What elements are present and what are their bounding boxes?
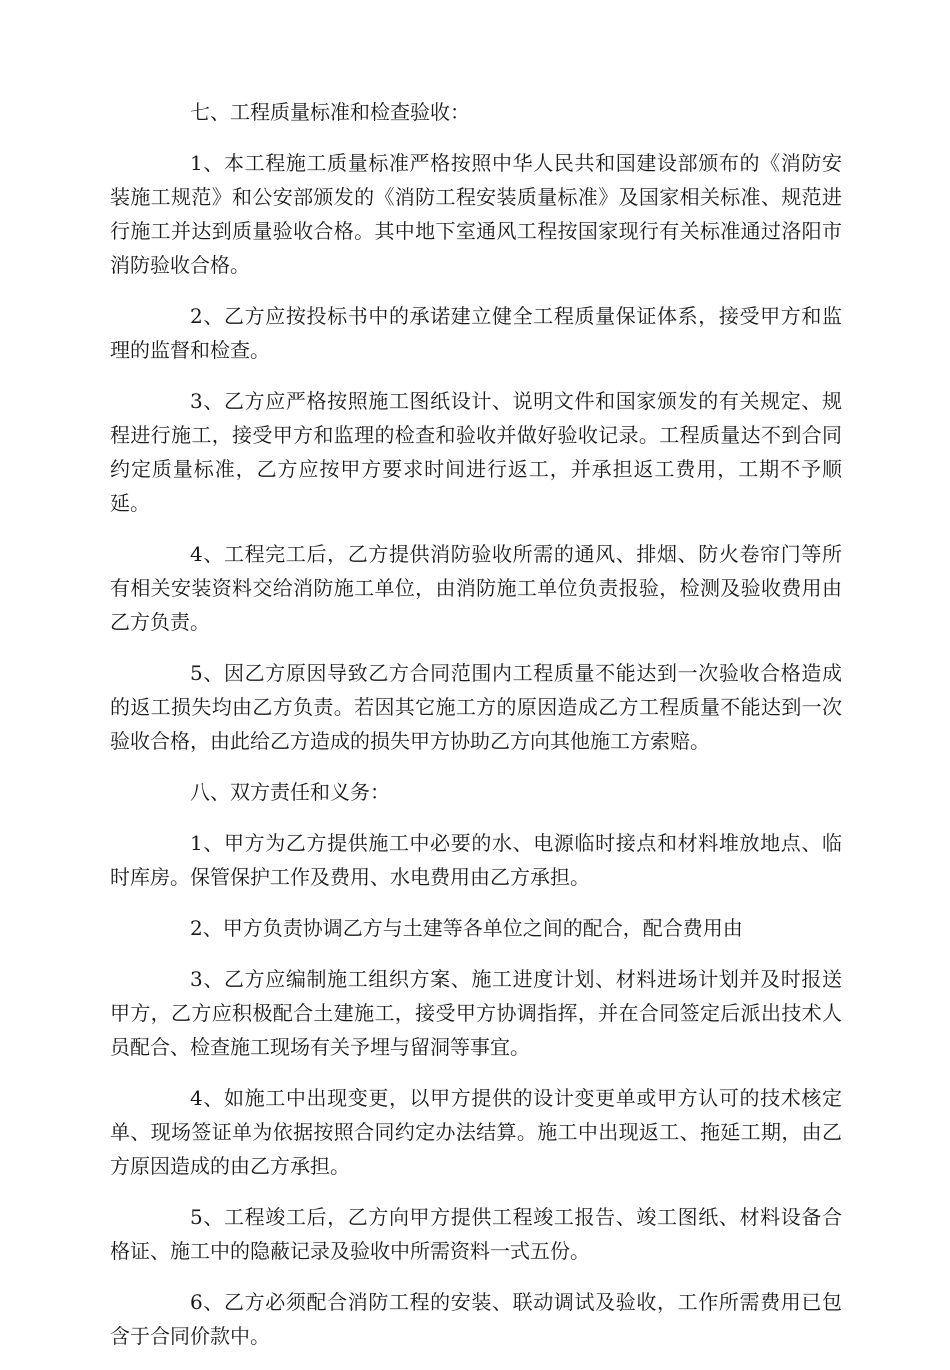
section-7-item-4: 4、工程完工后，乙方提供消防验收所需的通风、排烟、防火卷帘门等所有相关安装资料交给消防施工单位，由消防施工单位负责报验，检测及验收费用由乙方负责。 bbox=[110, 542, 842, 634]
section-8-heading: 八、双方责任和义务： bbox=[190, 780, 390, 804]
section-7-item-3: 3、乙方应严格按照施工图纸设计、说明文件和国家颁发的有关规定、规程进行施工，接受甲方和监理的检查和验收并做好验收记录。工程质量达不到合同约定质量标准，乙方应按甲方要求时间进行返工，并承担返工费用，工期不予顺延。 bbox=[110, 389, 842, 515]
section-8-item-5: 5、工程竣工后，乙方向甲方提供工程竣工报告、竣工图纸、材料设备合格证、施工中的隐蔽记录及验收中所需资料一式五份。 bbox=[110, 1205, 842, 1263]
section-8-item-3: 3、乙方应编制施工组织方案、施工进度计划、材料进场计划并及时报送甲方，乙方应积极配合土建施工，接受甲方协调指挥，并在合同签定后派出技术人员配合、检查施工现场有关予埋与留洞等事宜。 bbox=[110, 967, 842, 1059]
section-7-item-5: 5、因乙方原因导致乙方合同范围内工程质量不能达到一次验收合格造成的返工损失均由乙方负责。若因其它施工方的原因造成乙方工程质量不能达到一次验收合格，由此给乙方造成的损失甲方协助乙方向其他施工方索赔。 bbox=[110, 661, 842, 753]
section-8-item-6: 6、乙方必须配合消防工程的安装、联动调试及验收，工作所需费用已包含于合同价款中。 bbox=[110, 1290, 842, 1348]
section-8-item-1: 1、甲方为乙方提供施工中必要的水、电源临时接点和材料堆放地点、临时库房。保管保护工作及费用、水电费用由乙方承担。 bbox=[110, 831, 842, 889]
section-8-item-2: 2、甲方负责协调乙方与土建等各单位之间的配合，配合费用由 bbox=[190, 916, 743, 940]
section-7-heading: 七、工程质量标准和检查验收： bbox=[190, 100, 470, 124]
section-7-item-1: 1、本工程施工质量标准严格按照中华人民共和国建设部颁布的《消防安装施工规范》和公安部颁发的《消防工程安装质量标准》及国家相关标准、规范进行施工并达到质量验收合格。其中地下室通风工程按国家现行有关标准通过洛阳市消防验收合格。 bbox=[110, 151, 842, 277]
section-7-item-2: 2、乙方应按投标书中的承诺建立健全工程质量保证体系，接受甲方和监理的监督和检查。 bbox=[110, 304, 842, 362]
document-body bbox=[110, 95, 842, 1370]
section-8-item-4: 4、如施工中出现变更，以甲方提供的设计变更单或甲方认可的技术核定单、现场签证单为依据按照合同约定办法结算。施工中出现返工、拖延工期，由乙方原因造成的由乙方承担。 bbox=[110, 1086, 842, 1178]
